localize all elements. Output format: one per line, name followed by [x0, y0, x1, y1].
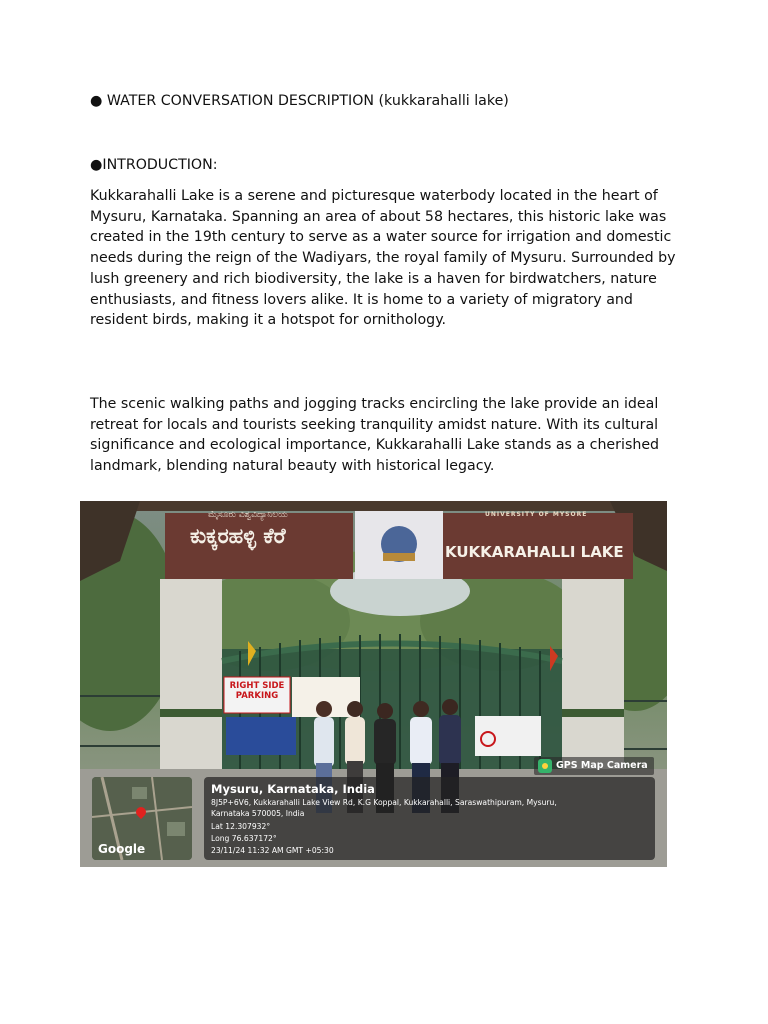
camera-icon [538, 759, 552, 773]
gps-longitude: Long 76.637172° [211, 834, 277, 843]
sign-kannada-university: ಮೈಸೂರು ವಿಶ್ವವಿದ್ಯಾನಿಲಯ [208, 510, 288, 520]
parking-sign: RIGHT SIDE PARKING [229, 681, 285, 701]
gps-address-line2: Karnataka 570005, India [211, 809, 305, 818]
gps-city: Mysuru, Karnataka, India [211, 782, 375, 796]
gps-brand-label: GPS Map Camera [556, 760, 648, 771]
sign-university-name: UNIVERSITY OF MYSORE [485, 511, 588, 518]
lake-entrance-photo [80, 501, 667, 867]
gps-map-camera-badge [534, 757, 654, 775]
sign-lake-name: KUKKARAHALLI LAKE [445, 543, 624, 561]
paragraph-intro: Kukkarahalli Lake is a serene and picturesque waterbody located in the heart of Mysuru, Karnataka. Spanning an area of about 58 hectares, this historic lake was created in the 19th century to serve as a water source for irrigation and domestic needs during the reign of the Wadiyars, the royal family of Mysuru. Surrounded by lush greenery and rich biodiversity, the lake is a haven for birdwatchers, nature enthusiasts, and fitness lovers alike. It is home to a variety of migratory and resident birds, making it a hotspot for ornithology. [90, 188, 676, 329]
introduction-heading: ●INTRODUCTION: [90, 157, 218, 173]
gps-timestamp: 23/11/24 11:32 AM GMT +05:30 [211, 846, 334, 855]
gps-address-line1: 8J5P+6V6, Kukkarahalli Lake View Rd, K.G Koppal, Kukkarahalli, Saraswathipuram, Mysuru, [211, 798, 557, 807]
paragraph-scenic: The scenic walking paths and jogging tracks encircling the lake provide an ideal retreat for locals and tourists seeking tranquility amidst nature. With its cultural significance and ecological importance, Kukkarahalli Lake stands as a cherished landmark, blending natural beauty with historical legacy. [90, 396, 660, 475]
document-title: ● WATER CONVERSATION DESCRIPTION (kukkarahalli lake) [90, 93, 509, 109]
gps-latitude: Lat 12.307932° [211, 822, 271, 831]
google-label: Google [98, 842, 146, 856]
sign-kannada-lake-name: ಕುಕ್ಕರಹಳ್ಳಿ ಕೆರೆ [190, 524, 286, 548]
gps-minimap [92, 777, 192, 860]
gps-info-panel [204, 777, 655, 860]
